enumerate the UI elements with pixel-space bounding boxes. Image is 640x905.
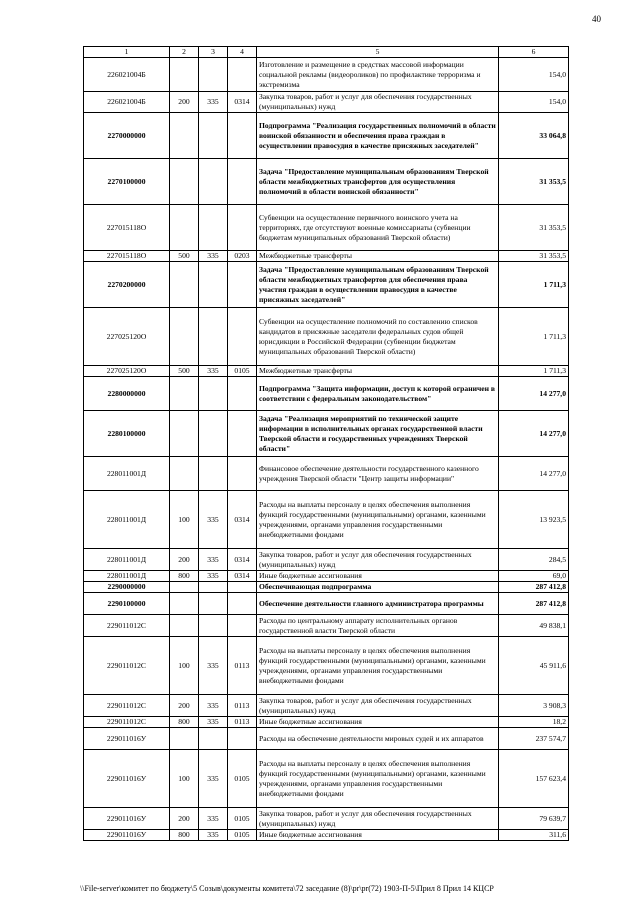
table-row (84, 582, 569, 593)
table-row (84, 251, 569, 262)
table-row (84, 205, 569, 251)
amount-cell: 31 353,5 (499, 159, 569, 205)
description-cell: Иные бюджетные ассигнования (257, 571, 499, 582)
budget-code-cell: 228011001Д (84, 549, 170, 571)
department-cell: 335 (199, 717, 228, 728)
budget-code-cell: 229011016У (84, 750, 170, 808)
description-cell: Межбюджетные трансферты (257, 251, 499, 262)
department-cell (199, 728, 228, 750)
table-row (84, 549, 569, 571)
budget-code-cell: 2290100000 (84, 593, 170, 615)
table-row (84, 308, 569, 366)
budget-code-cell: 227025120О (84, 308, 170, 366)
department-cell: 335 (199, 491, 228, 549)
table-row (84, 717, 569, 728)
amount-cell: 31 353,5 (499, 205, 569, 251)
expense-type-cell: 500 (170, 251, 199, 262)
expense-type-cell (170, 308, 199, 366)
table-row (84, 159, 569, 205)
budget-code-cell: 226021004Б (84, 92, 170, 113)
department-cell: 335 (199, 549, 228, 571)
budget-code-cell: 2280000000 (84, 377, 170, 411)
department-cell (199, 457, 228, 491)
section-cell (228, 159, 257, 205)
description-cell: Межбюджетные трансферты (257, 366, 499, 377)
expense-type-cell: 100 (170, 637, 199, 695)
budget-code-cell: 229011012С (84, 717, 170, 728)
table-row (84, 637, 569, 695)
section-cell (228, 205, 257, 251)
department-cell: 335 (199, 92, 228, 113)
description-cell: Расходы на выплаты персоналу в целях обеспечения выполнения функций государственными (муниципальными) органами, казенными учреждениями, органами управления государственными внебюджетными фондами (257, 491, 499, 549)
section-cell: 0105 (228, 750, 257, 808)
department-cell (199, 58, 228, 92)
table-row (84, 491, 569, 549)
department-cell (199, 205, 228, 251)
section-cell: 0105 (228, 808, 257, 830)
section-cell: 0105 (228, 366, 257, 377)
department-cell: 335 (199, 830, 228, 841)
expense-type-cell (170, 58, 199, 92)
amount-cell: 1 711,3 (499, 308, 569, 366)
table-row (84, 377, 569, 411)
description-cell: Задача "Предоставление муниципальным образованиям Тверской области межбюджетных трансфертов для осуществления полномочий в области воинской обязанности" (257, 159, 499, 205)
description-cell: Субвенции на осуществление полномочий по составлению списков кандидатов в присяжные заседатели федеральных судов общей юрисдикции в Российской Федерации (субвенции бюджетам муниципальных образований Тверской области) (257, 308, 499, 366)
table-row (84, 366, 569, 377)
department-cell: 335 (199, 808, 228, 830)
description-cell: Подпрограмма "Защита информации, доступ к которой ограничен в соответствии с федеральным законодательством" (257, 377, 499, 411)
page-number: 40 (592, 14, 601, 24)
expense-type-cell: 800 (170, 830, 199, 841)
description-cell: Финансовое обеспечение деятельности государственного казенного учреждения Тверской области "Центр защиты информации" (257, 457, 499, 491)
file-path-footer: \\File-server\комитет по бюджету\5 Созыв\документы комитета\72 заседание (8)\pr\pr(72) 1903-П-5\Прил 8 Прил 14 КЦСР (80, 884, 494, 893)
section-cell (228, 308, 257, 366)
description-cell: Расходы на выплаты персоналу в целях обеспечения выполнения функций государственными (муниципальными) органами, казенными учреждениями, органами управления государственными внебюджетными фондами (257, 750, 499, 808)
table-row (84, 58, 569, 92)
expense-type-cell: 200 (170, 549, 199, 571)
budget-code-cell: 229011016У (84, 808, 170, 830)
budget-code-cell: 228011001Д (84, 571, 170, 582)
amount-cell: 154,0 (499, 92, 569, 113)
expense-type-cell: 200 (170, 808, 199, 830)
column-header-4: 4 (228, 47, 257, 58)
expense-type-cell (170, 457, 199, 491)
description-cell: Закупка товаров, работ и услуг для обеспечения государственных (муниципальных) нужд (257, 92, 499, 113)
amount-cell: 33 064,8 (499, 113, 569, 159)
budget-code-cell: 227025120О (84, 366, 170, 377)
department-cell (199, 615, 228, 637)
budget-code-cell: 229011016У (84, 830, 170, 841)
description-cell: Расходы на выплаты персоналу в целях обеспечения выполнения функций государственными (муниципальными) органами, казенными учреждениями, органами управления государственными внебюджетными фондами (257, 637, 499, 695)
description-cell: Субвенции на осуществление первичного воинского учета на территориях, где отсутствуют военные комиссариаты (субвенции бюджетам муниципальных образований Тверской области) (257, 205, 499, 251)
description-cell: Обеспечивающая подпрограмма (257, 582, 499, 593)
expense-type-cell (170, 582, 199, 593)
amount-cell: 69,0 (499, 571, 569, 582)
description-cell: Иные бюджетные ассигнования (257, 717, 499, 728)
table-row (84, 92, 569, 113)
amount-cell: 287 412,8 (499, 593, 569, 615)
budget-code-cell: 227015118О (84, 251, 170, 262)
section-cell (228, 728, 257, 750)
expense-type-cell (170, 615, 199, 637)
expense-type-cell (170, 113, 199, 159)
expense-type-cell: 100 (170, 750, 199, 808)
department-cell: 335 (199, 637, 228, 695)
table-row (84, 457, 569, 491)
budget-code-cell: 2290000000 (84, 582, 170, 593)
amount-cell: 3 908,3 (499, 695, 569, 717)
section-cell (228, 593, 257, 615)
expense-type-cell (170, 262, 199, 308)
description-cell: Изготовление и размещение в средствах массовой информации социальной рекламы (видеороликов) по профилактике терроризма и экстремизма (257, 58, 499, 92)
amount-cell: 154,0 (499, 58, 569, 92)
budget-code-cell: 2270000000 (84, 113, 170, 159)
section-cell: 0314 (228, 571, 257, 582)
department-cell (199, 593, 228, 615)
expense-type-cell: 200 (170, 92, 199, 113)
department-cell: 335 (199, 366, 228, 377)
section-cell (228, 377, 257, 411)
budget-code-cell: 2280100000 (84, 411, 170, 457)
budget-code-cell: 228011001Д (84, 491, 170, 549)
budget-code-cell: 229011016У (84, 728, 170, 750)
department-cell (199, 377, 228, 411)
section-cell (228, 457, 257, 491)
budget-code-cell: 2270100000 (84, 159, 170, 205)
expense-type-cell (170, 728, 199, 750)
amount-cell: 311,6 (499, 830, 569, 841)
table-row (84, 411, 569, 457)
description-cell: Расходы на обеспечение деятельности мировых судей и их аппаратов (257, 728, 499, 750)
section-cell (228, 582, 257, 593)
budget-code-cell: 229011012С (84, 637, 170, 695)
department-cell (199, 308, 228, 366)
expense-type-cell (170, 159, 199, 205)
amount-cell: 14 277,0 (499, 377, 569, 411)
description-cell: Иные бюджетные ассигнования (257, 830, 499, 841)
section-cell: 0113 (228, 695, 257, 717)
table-header-row (84, 47, 569, 58)
section-cell (228, 58, 257, 92)
department-cell: 335 (199, 750, 228, 808)
budget-code-cell: 227015118О (84, 205, 170, 251)
amount-cell: 14 277,0 (499, 411, 569, 457)
amount-cell: 284,5 (499, 549, 569, 571)
section-cell: 0105 (228, 830, 257, 841)
budget-code-cell: 2270200000 (84, 262, 170, 308)
expense-type-cell: 100 (170, 491, 199, 549)
table-row (84, 808, 569, 830)
description-cell: Задача "Предоставление муниципальным образованиям Тверской области межбюджетных трансфертов для обеспечения права участия граждан в осуществлении правосудия в качестве присяжных заседателей" (257, 262, 499, 308)
amount-cell: 79 639,7 (499, 808, 569, 830)
description-cell: Закупка товаров, работ и услуг для обеспечения государственных (муниципальных) нужд (257, 808, 499, 830)
department-cell: 335 (199, 251, 228, 262)
section-cell (228, 615, 257, 637)
table-body (84, 58, 569, 841)
section-cell: 0314 (228, 549, 257, 571)
expense-type-cell: 200 (170, 695, 199, 717)
description-cell: Закупка товаров, работ и услуг для обеспечения государственных (муниципальных) нужд (257, 695, 499, 717)
description-cell: Задача "Реализация мероприятий по технической защите информации в исполнительных органах государственной власти Тверской области и государственных учреждениях Тверской области" (257, 411, 499, 457)
column-header-1: 1 (84, 47, 170, 58)
budget-code-cell: 226021004Б (84, 58, 170, 92)
table-row (84, 695, 569, 717)
amount-cell: 1 711,3 (499, 262, 569, 308)
column-header-3: 3 (199, 47, 228, 58)
expense-type-cell (170, 411, 199, 457)
amount-cell: 157 623,4 (499, 750, 569, 808)
budget-code-cell: 228011001Д (84, 457, 170, 491)
amount-cell: 31 353,5 (499, 251, 569, 262)
description-cell: Подпрограмма "Реализация государственных полномочий в области воинской обязанности и обеспечения права граждан в осуществлении правосудия в качестве присяжных заседателей" (257, 113, 499, 159)
section-cell (228, 411, 257, 457)
section-cell (228, 262, 257, 308)
amount-cell: 45 911,6 (499, 637, 569, 695)
table-row (84, 571, 569, 582)
section-cell: 0113 (228, 637, 257, 695)
department-cell (199, 411, 228, 457)
section-cell: 0314 (228, 92, 257, 113)
budget-code-cell: 229011012С (84, 615, 170, 637)
table-row (84, 615, 569, 637)
section-cell: 0113 (228, 717, 257, 728)
section-cell (228, 113, 257, 159)
amount-cell: 13 923,5 (499, 491, 569, 549)
table-row (84, 830, 569, 841)
amount-cell: 14 277,0 (499, 457, 569, 491)
table-row (84, 593, 569, 615)
expense-type-cell: 800 (170, 571, 199, 582)
expense-type-cell (170, 593, 199, 615)
amount-cell: 237 574,7 (499, 728, 569, 750)
amount-cell: 287 412,8 (499, 582, 569, 593)
department-cell (199, 262, 228, 308)
department-cell: 335 (199, 695, 228, 717)
section-cell: 0314 (228, 491, 257, 549)
department-cell: 335 (199, 571, 228, 582)
description-cell: Закупка товаров, работ и услуг для обеспечения государственных (муниципальных) нужд (257, 549, 499, 571)
expense-type-cell (170, 205, 199, 251)
table-row (84, 750, 569, 808)
amount-cell: 18,2 (499, 717, 569, 728)
department-cell (199, 159, 228, 205)
department-cell (199, 113, 228, 159)
column-header-5: 5 (257, 47, 499, 58)
description-cell: Расходы по центральному аппарату исполнительных органов государственной власти Тверской области (257, 615, 499, 637)
budget-code-cell: 229011012С (84, 695, 170, 717)
expense-type-cell: 500 (170, 366, 199, 377)
column-header-2: 2 (170, 47, 199, 58)
budget-table (83, 46, 569, 841)
expense-type-cell: 800 (170, 717, 199, 728)
description-cell: Обеспечение деятельности главного администратора программы (257, 593, 499, 615)
column-header-6: 6 (499, 47, 569, 58)
table-row (84, 728, 569, 750)
department-cell (199, 582, 228, 593)
section-cell: 0203 (228, 251, 257, 262)
table-row (84, 113, 569, 159)
amount-cell: 49 838,1 (499, 615, 569, 637)
amount-cell: 1 711,3 (499, 366, 569, 377)
expense-type-cell (170, 377, 199, 411)
table-row (84, 262, 569, 308)
